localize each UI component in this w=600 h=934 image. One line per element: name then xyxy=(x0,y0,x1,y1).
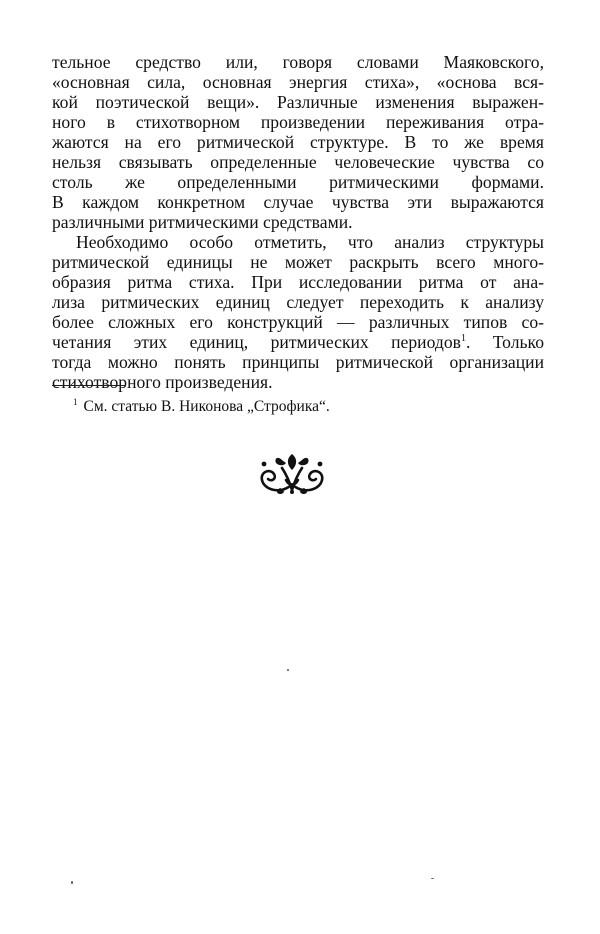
footnote-marker: 1 xyxy=(73,397,78,407)
text-line: В каждом конкретном случае чувства эти выражаются xyxy=(52,192,544,212)
text-line: образия ритма стиха. При исследовании ритма от ана- xyxy=(52,272,544,292)
text-line: стихотворного произведения. xyxy=(52,372,273,392)
paragraph-1 xyxy=(52,52,544,232)
text-line: более сложных его конструкций — различных типов со- xyxy=(52,312,544,332)
text-line-start: четания этих единиц, ритмических периодов xyxy=(52,332,461,352)
text-line: различными ритмическими средствами. xyxy=(52,212,353,232)
text-line: тельное средство или, говоря словами Маяковского, xyxy=(52,52,544,72)
text-line: ритмической единицы не может раскрыть всего много- xyxy=(52,252,544,272)
text-line-end: . Только xyxy=(465,332,545,352)
text-line: ного в стихотворном произведении переживания отра- xyxy=(52,112,544,132)
footnote-reference[interactable]: 1 xyxy=(460,333,466,344)
scan-speck xyxy=(287,669,289,671)
footnote-text: См. статью В. Никонова „Строфика“. xyxy=(83,398,330,415)
text-line: жаются на его ритмической структуре. В то же время xyxy=(52,132,544,152)
scan-speck xyxy=(431,878,434,879)
text-line: столь же определенными ритмическими формами. xyxy=(52,172,544,192)
scan-speck xyxy=(71,881,73,884)
paragraph-2 xyxy=(52,232,544,392)
text-line-with-footnote xyxy=(52,332,544,352)
text-line: Необходимо особо отметить, что анализ структуры xyxy=(76,232,544,252)
text-line: нельзя связывать определенные человеческие чувства со xyxy=(52,152,544,172)
floral-vignette-icon xyxy=(256,450,328,496)
text-line: кой поэтической вещи». Различные изменения выражен- xyxy=(52,92,544,112)
footnote xyxy=(73,398,330,416)
footnote-divider xyxy=(52,385,126,386)
text-line: тогда можно понять принципы ритмической организации xyxy=(52,352,544,372)
text-line: «основная сила, основная энергия стиха», «основа вся- xyxy=(52,72,544,92)
body-text xyxy=(52,52,544,392)
text-line: лиза ритмических единиц следует переходить к анализу xyxy=(52,292,544,312)
